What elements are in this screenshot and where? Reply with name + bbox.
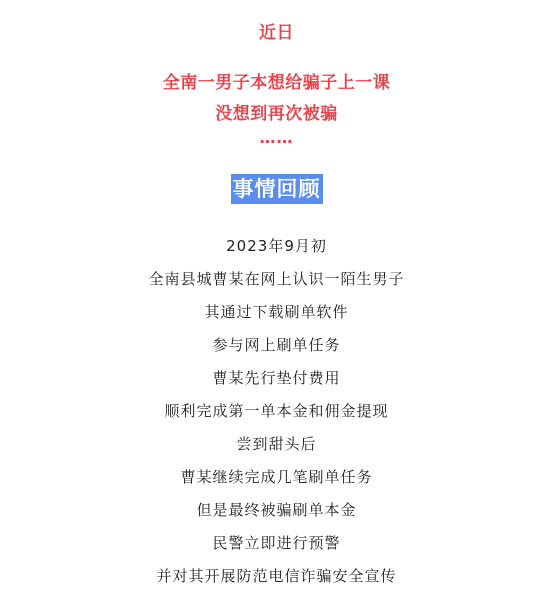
section-title: 事情回顾 [231, 174, 323, 204]
section-title-wrap [0, 174, 553, 204]
ellipsis-divider: …… [259, 128, 294, 147]
date-label: 近日 [259, 23, 294, 43]
headline-line-1: 全南一男子本想给骗子上一课 [162, 73, 391, 93]
story-line: 曹某继续完成几笔刷单任务 [180, 468, 373, 486]
story-line: 并对其开展防范电信诈骗安全宣传 [156, 567, 397, 585]
story-line: 尝到甜头后 [236, 435, 317, 453]
story-line: 曹某先行垫付费用 [212, 369, 341, 387]
story-line: 参与网上刷单任务 [212, 336, 341, 354]
headline-line-2: 没想到再次被骗 [215, 104, 338, 124]
story-line: 其通过下载刷单软件 [204, 303, 349, 321]
story-line: 顺利完成第一单本金和佣金提现 [164, 402, 389, 420]
story-line: 2023年9月初 [226, 237, 327, 255]
story-line: 但是最终被骗刷单本金 [196, 501, 357, 519]
story-line: 全南县城曹某在网上认识一陌生男子 [148, 270, 405, 288]
story-line: 民警立即进行预警 [212, 534, 341, 552]
